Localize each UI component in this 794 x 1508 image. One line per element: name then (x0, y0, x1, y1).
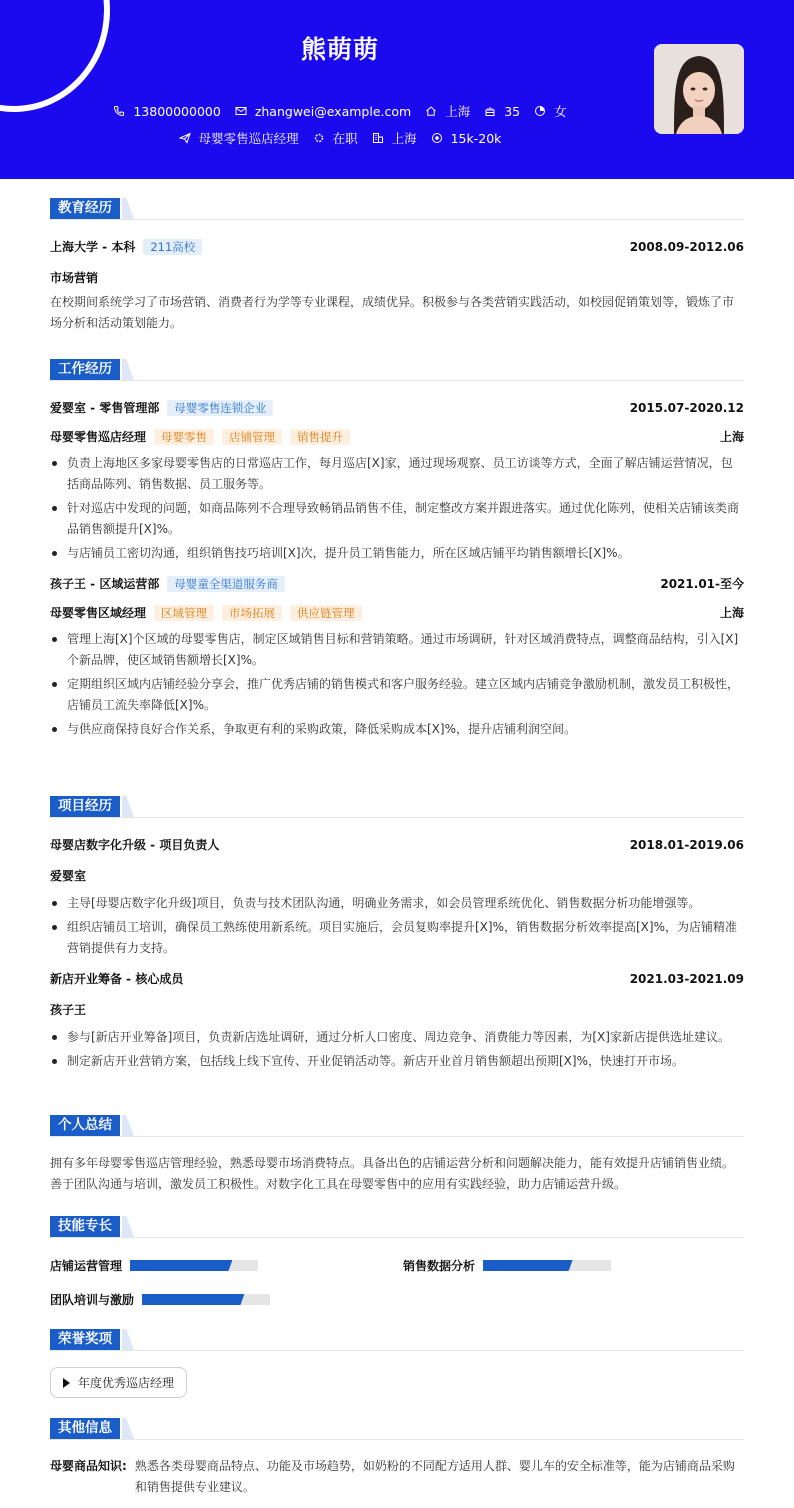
list-item: 与供应商保持良好合作关系，争取更有利的采购政策，降低采购成本[X]%，提升店铺利润空间。 (50, 719, 744, 740)
skill-bar (483, 1260, 611, 1271)
work-section (50, 359, 744, 743)
section-title-label: 个人总结 (50, 1115, 120, 1136)
other-info-item (50, 1456, 744, 1498)
section-title-label: 荣誉奖项 (50, 1329, 120, 1350)
gender-item (534, 102, 567, 120)
project-header (50, 836, 744, 853)
skill-name: 团队培训与激励 (50, 1293, 135, 1307)
salary-text: 15k-20k (450, 130, 502, 146)
job-tag: 店铺管理 (222, 429, 282, 445)
skill-item (50, 1291, 270, 1308)
education-major: 市场营销 (50, 271, 99, 285)
section-title (50, 1216, 744, 1238)
project-header (50, 970, 744, 987)
profile-photo (654, 44, 744, 134)
school-tag: 211高校 (143, 239, 202, 255)
section-title-label: 项目经历 (50, 796, 120, 817)
job-tag: 母婴零售 (154, 429, 214, 445)
skill-name: 店铺运营管理 (50, 1259, 123, 1273)
email-item (235, 104, 411, 119)
project-org: 孩子王 (50, 1003, 87, 1017)
job-title-row (50, 428, 744, 445)
job-header (50, 575, 744, 592)
section-title-label: 工作经历 (50, 359, 120, 380)
project-bullets (50, 893, 744, 959)
company-line (50, 575, 285, 592)
list-item: 针对巡店中发现的问题，如商品陈列不合理导致畅销品销售不佳，制定整改方案并跟进落实。通过优化陈列，使相关店铺该类商品销售额提升[X]%。 (50, 498, 744, 540)
section-title (50, 796, 744, 818)
other-info-label: 母婴商品知识: (50, 1459, 127, 1473)
phone-icon (113, 105, 125, 117)
city-item (425, 102, 470, 120)
resume-header (0, 0, 794, 179)
skill-bar (142, 1294, 270, 1305)
job-title-row (50, 604, 744, 621)
school-name: 上海大学 - 本科 (50, 240, 136, 254)
target-job-item (179, 129, 299, 147)
other-info-text: 熟悉各类母婴商品特点、功能及市场趋势，如奶粉的不同配方适用人群、婴儿车的安全标准等，能为店铺商品采购和销售提供专业建议。 (134, 1459, 735, 1494)
section-title-decor (122, 359, 134, 380)
section-title-decor (122, 1115, 134, 1136)
phone-item (113, 104, 220, 119)
list-item: 定期组织区域内店铺经验分享会，推广优秀店铺的销售模式和客户服务经验。建立区域内店铺竞争激励机制，激发员工积极性，店铺员工流失率降低[X]%。 (50, 674, 744, 716)
skill-bar-fill (142, 1294, 244, 1305)
skills-grid (50, 1238, 744, 1308)
job-title-line (50, 604, 362, 621)
mail-icon (235, 105, 247, 117)
project-date: 2021.03-2021.09 (629, 971, 744, 986)
other-section (50, 1418, 744, 1498)
section-title (50, 1115, 744, 1137)
target-job-text: 母婴零售巡店经理 (198, 131, 299, 146)
skill-bar-fill (483, 1260, 573, 1271)
job-intent-row (0, 129, 680, 147)
candidate-name: 熊萌萌 (300, 35, 379, 64)
age-text: 35 (504, 103, 521, 119)
age-icon (484, 105, 496, 117)
status-icon (313, 132, 325, 144)
job-date: 2015.07-2020.12 (629, 400, 744, 415)
section-title (50, 1418, 744, 1440)
list-item: 参与[新店开业筹备]项目，负责新店选址调研，通过分析人口密度、周边竞争、消费能力等因素，为[X]家新店提供选址建议。 (50, 1027, 744, 1048)
target-city-text: 上海 (391, 131, 417, 146)
award-item[interactable] (50, 1367, 187, 1398)
gender-icon (534, 105, 546, 117)
section-title-label: 其他信息 (50, 1418, 120, 1439)
company-name: 孩子王 - 区域运营部 (50, 577, 160, 591)
company-name: 爱婴室 - 零售管理部 (50, 401, 160, 415)
age-item (484, 104, 520, 119)
project-name: 新店开业筹备 - 核心成员 (50, 972, 184, 986)
skill-item (403, 1257, 611, 1274)
job-city: 上海 (719, 430, 744, 444)
list-item: 与店铺员工密切沟通，组织销售技巧培训[X]次，提升员工销售能力，所在区域店铺平均销售额增长[X]%。 (50, 543, 744, 564)
section-title-label: 教育经历 (50, 198, 120, 219)
play-icon (63, 1378, 70, 1388)
education-description: 在校期间系统学习了市场营销、消费者行为学等专业课程，成绩优异。积极参与各类营销实践活动，如校园促销策划等，锻炼了市场分析和活动策划能力。 (50, 295, 735, 330)
contact-row (0, 102, 680, 120)
phone-text: 13800000000 (133, 103, 221, 119)
job-title-line (50, 428, 350, 445)
list-item: 管理上海[X]个区域的母婴零售店，制定区域销售目标和营销策略。通过市场调研，针对区域消费特点，调整商品结构，引入[X]个新品牌，使区域销售额增长[X]%。 (50, 629, 744, 671)
job-header (50, 399, 744, 416)
skill-item (50, 1257, 258, 1274)
status-item (313, 129, 358, 147)
salary-icon (431, 132, 443, 144)
target-city-item (372, 129, 417, 147)
education-date: 2008.09-2012.06 (629, 239, 744, 254)
summary-text: 拥有多年母婴零售巡店管理经验，熟悉母婴市场消费特点。具备出色的店铺运营分析和问题解决能力，能有效提升店铺销售业绩。善于团队沟通与培训，激发员工积极性。对数字化工具在母婴零售中的应用有实践经验，助力店铺运营升级。 (50, 1156, 735, 1191)
education-header (50, 238, 744, 255)
building-icon (372, 132, 384, 144)
job-tag: 销售提升 (290, 429, 350, 445)
company-line (50, 399, 273, 416)
skill-bar (130, 1260, 258, 1271)
skills-section (50, 1216, 744, 1308)
section-title-decor (122, 796, 134, 817)
project-bullets (50, 1027, 744, 1072)
section-title-label: 技能专长 (50, 1216, 120, 1237)
home-icon (425, 105, 437, 117)
gender-text: 女 (554, 104, 567, 119)
section-title (50, 359, 744, 381)
list-item: 主导[母婴店数字化升级]项目，负责与技术团队沟通，明确业务需求，如会员管理系统优化、销售数据分析功能增强等。 (50, 893, 744, 914)
skill-name: 销售数据分析 (403, 1259, 476, 1273)
city-text: 上海 (445, 104, 471, 119)
status-text: 在职 (332, 131, 358, 146)
summary-section (50, 1115, 744, 1195)
job-city: 上海 (719, 606, 744, 620)
job-bullets (50, 629, 744, 740)
list-item: 组织店铺员工培训，确保员工熟练使用新系统。项目实施后，会员复购率提升[X]%，销售数据分析效率提高[X]%，为店铺精准营销提供有力支持。 (50, 917, 744, 959)
list-item: 制定新店开业营销方案，包括线上线下宣传、开业促销活动等。新店开业首月销售额超出预期[X]%，快速打开市场。 (50, 1051, 744, 1072)
project-date: 2018.01-2019.06 (629, 837, 744, 852)
section-title (50, 198, 744, 220)
award-name: 年度优秀巡店经理 (78, 1376, 175, 1390)
section-title-decor (122, 1216, 134, 1237)
job-title: 母婴零售区域经理 (50, 606, 147, 620)
job-title: 母婴零售巡店经理 (50, 430, 147, 444)
job-tag: 供应链管理 (290, 605, 362, 621)
awards-section (50, 1329, 744, 1398)
job-tag: 区域管理 (154, 605, 214, 621)
company-tag: 母婴童全渠道服务商 (167, 576, 285, 592)
section-title-decor (122, 1418, 134, 1439)
email-text: zhangwei@example.com (254, 103, 412, 119)
project-name: 母婴店数字化升级 - 项目负责人 (50, 838, 220, 852)
job-bullets (50, 453, 744, 564)
school-line (50, 238, 202, 255)
section-title-decor (122, 198, 134, 219)
salary-item (431, 131, 502, 146)
education-section (50, 198, 744, 334)
skill-bar-fill (130, 1260, 232, 1271)
job-date: 2021.01-至今 (660, 577, 744, 591)
job-tag: 市场拓展 (222, 605, 282, 621)
projects-section (50, 796, 744, 1075)
section-title (50, 1329, 744, 1351)
list-item: 负责上海地区多家母婴零售店的日常巡店工作，每月巡店[X]家，通过现场观察、员工访谈等方式，全面了解店铺运营情况，包括商品陈列、销售数据、员工服务等。 (50, 453, 744, 495)
section-title-decor (122, 1329, 134, 1350)
company-tag: 母婴零售连锁企业 (167, 400, 273, 416)
send-icon (179, 132, 191, 144)
project-org: 爱婴室 (50, 869, 87, 883)
